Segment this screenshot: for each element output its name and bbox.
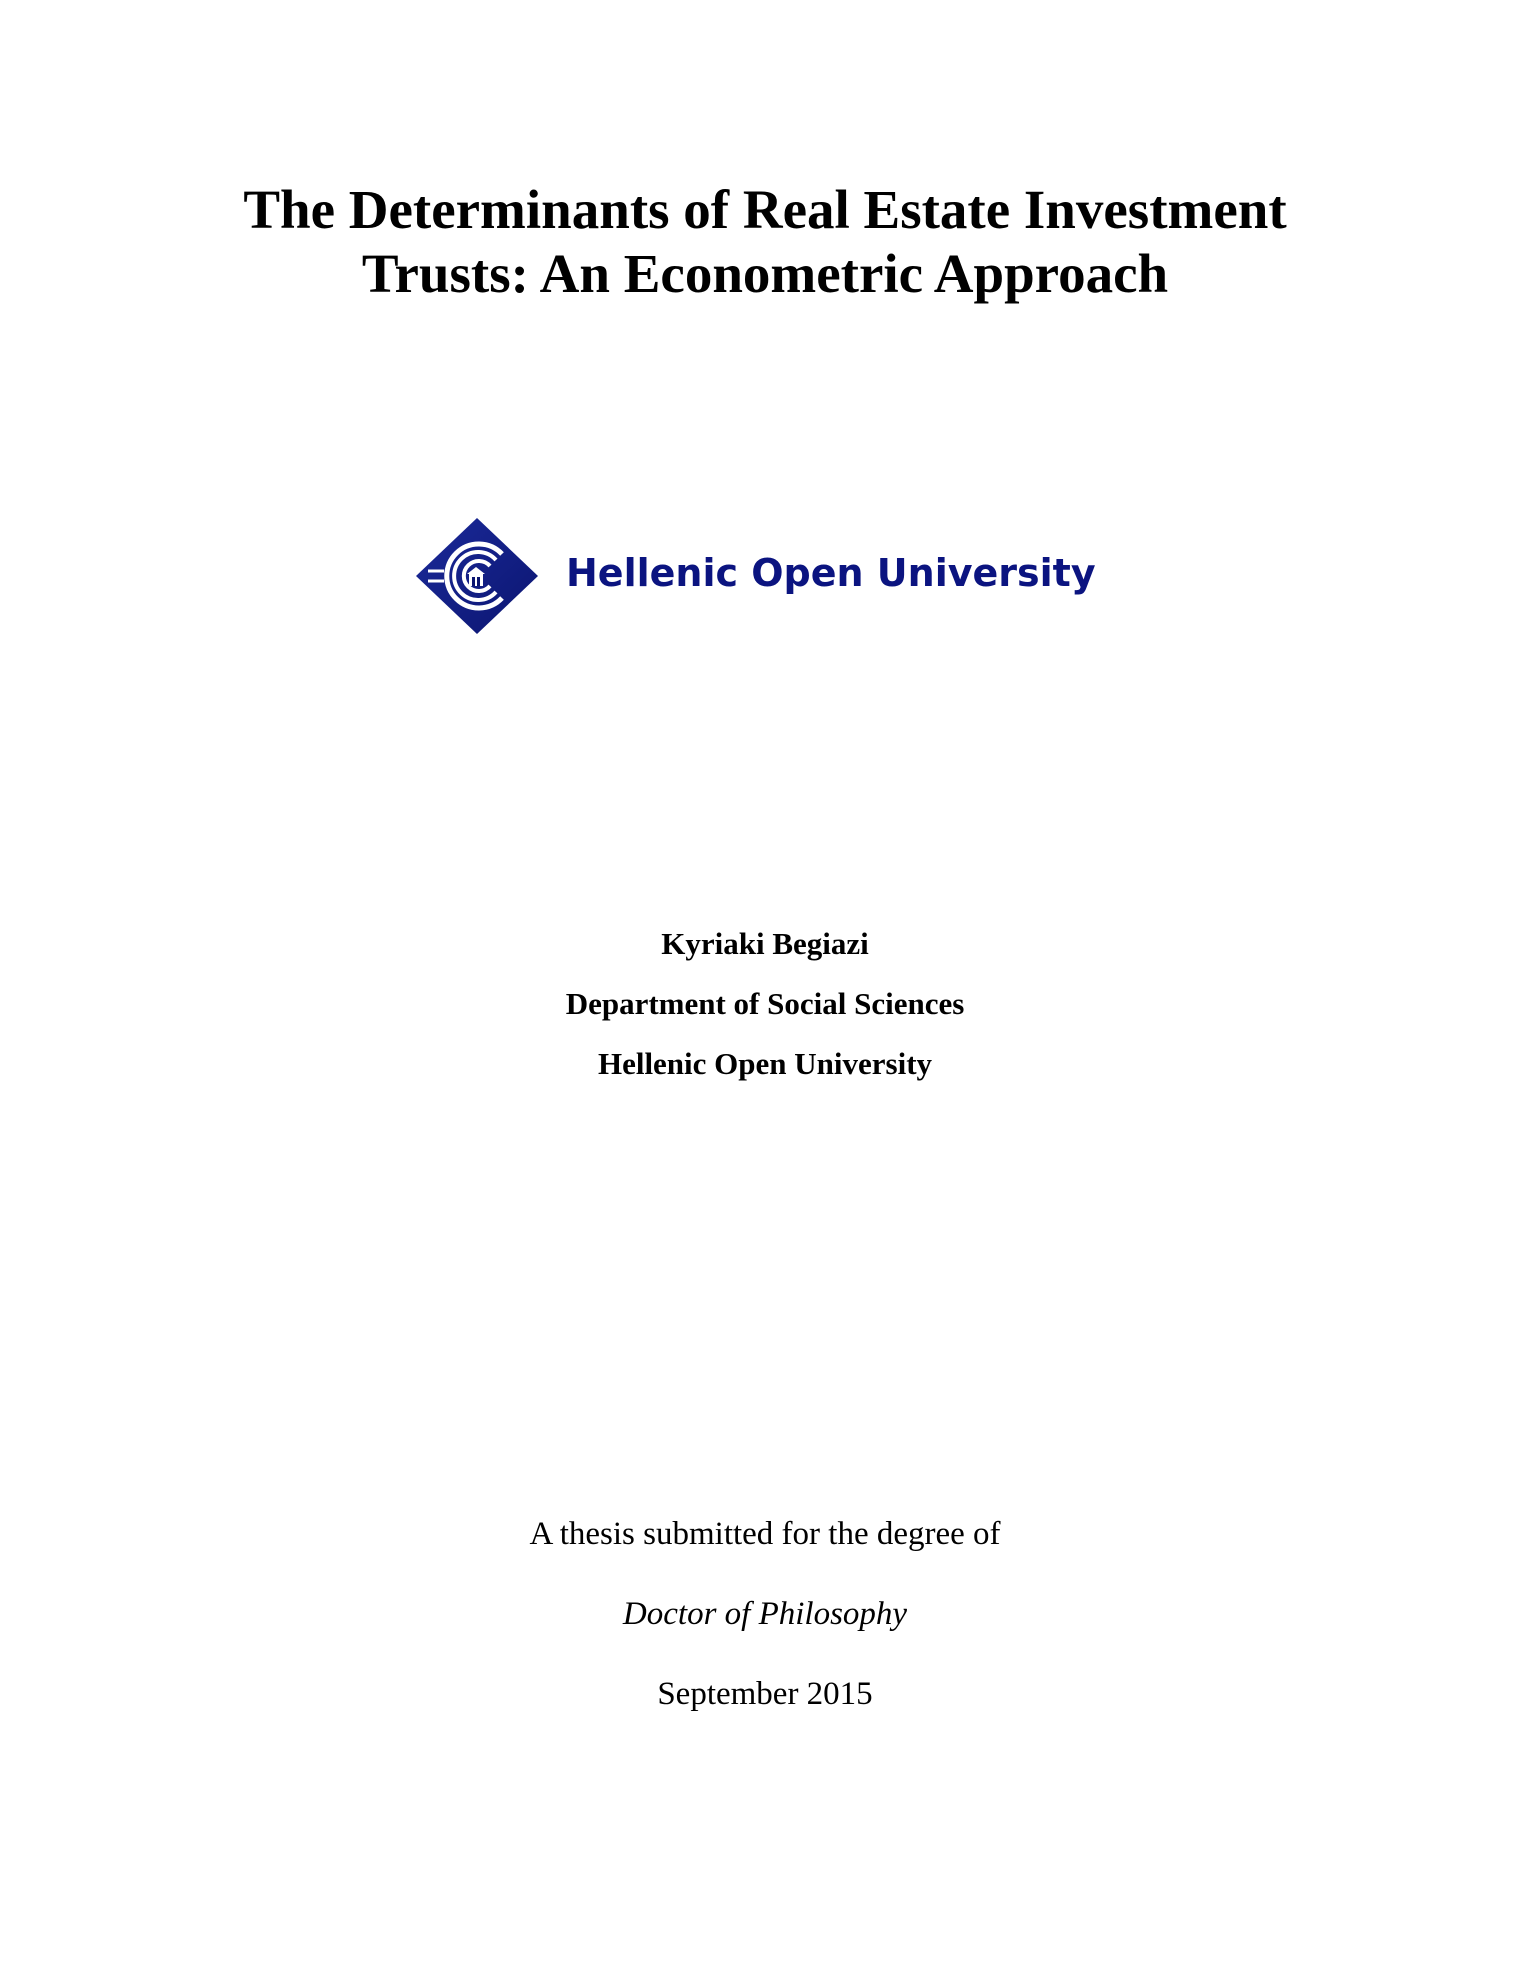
- author-name: Kyriaki Begiazi: [661, 926, 869, 961]
- thesis-title: [0, 178, 1530, 306]
- degree-info: [0, 1494, 1530, 1734]
- degree-name: Doctor of Philosophy: [622, 1596, 908, 1632]
- author-department: Department of Social Sciences: [565, 986, 965, 1021]
- university-logo: [414, 516, 1096, 636]
- author-university: Hellenic Open University: [597, 1046, 933, 1081]
- thesis-title-line-1: The Determinants of Real Estate Investment: [243, 179, 1287, 240]
- degree-statement: A thesis submitted for the degree of: [529, 1516, 1001, 1552]
- university-emblem-icon: [414, 516, 540, 636]
- thesis-title-line-2: Trusts: An Econometric Approach: [361, 243, 1169, 304]
- university-logo-text: Hellenic Open University: [566, 551, 1096, 595]
- author-info: [0, 914, 1530, 1094]
- submission-date: September 2015: [657, 1676, 873, 1712]
